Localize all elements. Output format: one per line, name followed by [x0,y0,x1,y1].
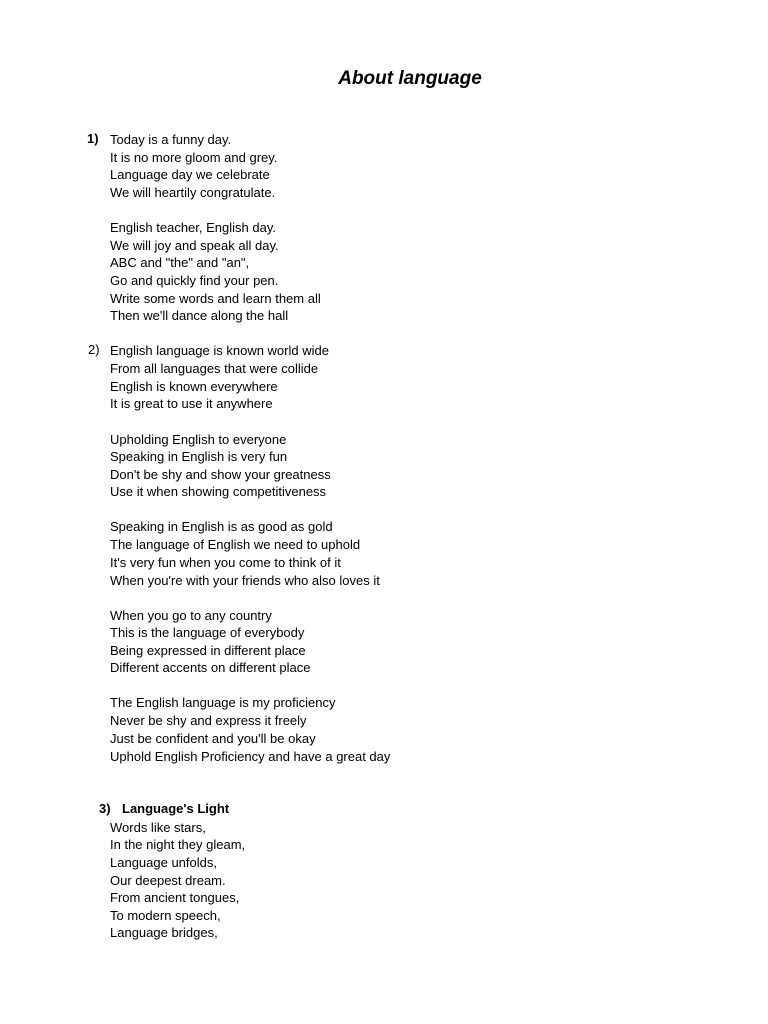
poem-3-title: Language's Light [122,801,230,816]
poem-line: Language bridges, [110,925,218,940]
poem-3-number: 3) [99,801,111,816]
poem-line: Uphold English Proficiency and have a great day [110,749,391,764]
poem-line: The English language is my proficiency [110,695,336,710]
document-title: About language [338,68,482,89]
poem-line: To modern speech, [110,908,221,923]
poem-1-number: 1) [87,131,99,146]
poem-line: In the night they gleam, [110,837,246,852]
poem-line: It's very fun when you come to think of it [110,555,341,570]
poem-line: Language day we celebrate [110,167,270,182]
poem-line: Today is a funny day. [110,132,232,147]
poem-line: Different accents on different place [110,660,311,675]
poem-line: Don't be shy and show your greatness [110,467,331,482]
poem-line: From all languages that were collide [110,361,319,376]
poem-line: English teacher, English day. [110,220,276,235]
poem-line: When you're with your friends who also loves it [110,573,380,588]
poem-line: This is the language of everybody [110,625,305,640]
poem-line: Write some words and learn them all [110,291,321,306]
poem-line: We will joy and speak all day. [110,238,279,253]
poem-line: Our deepest dream. [110,873,226,888]
poem-line: When you go to any country [110,608,272,623]
poem-line: Being expressed in different place [110,643,306,658]
poem-line: From ancient tongues, [110,890,240,905]
poem-line: The language of English we need to uphold [110,537,361,552]
poem-line: Use it when showing competitiveness [110,484,327,499]
poem-line: Speaking in English is very fun [110,449,288,464]
poem-line: English is known everywhere [110,379,278,394]
poem-line: Words like stars, [110,820,206,835]
poem-line: Language unfolds, [110,855,217,870]
poem-line: Just be confident and you'll be okay [110,731,316,746]
poem-line: Then we'll dance along the hall [110,308,289,323]
poem-line: Upholding English to everyone [110,432,287,447]
poem-line: ABC and "the" and "an", [110,255,250,270]
poem-line: Speaking in English is as good as gold [110,519,333,534]
poem-line: English language is known world wide [110,343,329,358]
poem-line: It is no more gloom and grey. [110,150,278,165]
poem-line: Go and quickly find your pen. [110,273,279,288]
poem-2-number: 2) [88,342,100,357]
poem-line: It is great to use it anywhere [110,396,273,411]
poem-line: We will heartily congratulate. [110,185,276,200]
poem-line: Never be shy and express it freely [110,713,307,728]
